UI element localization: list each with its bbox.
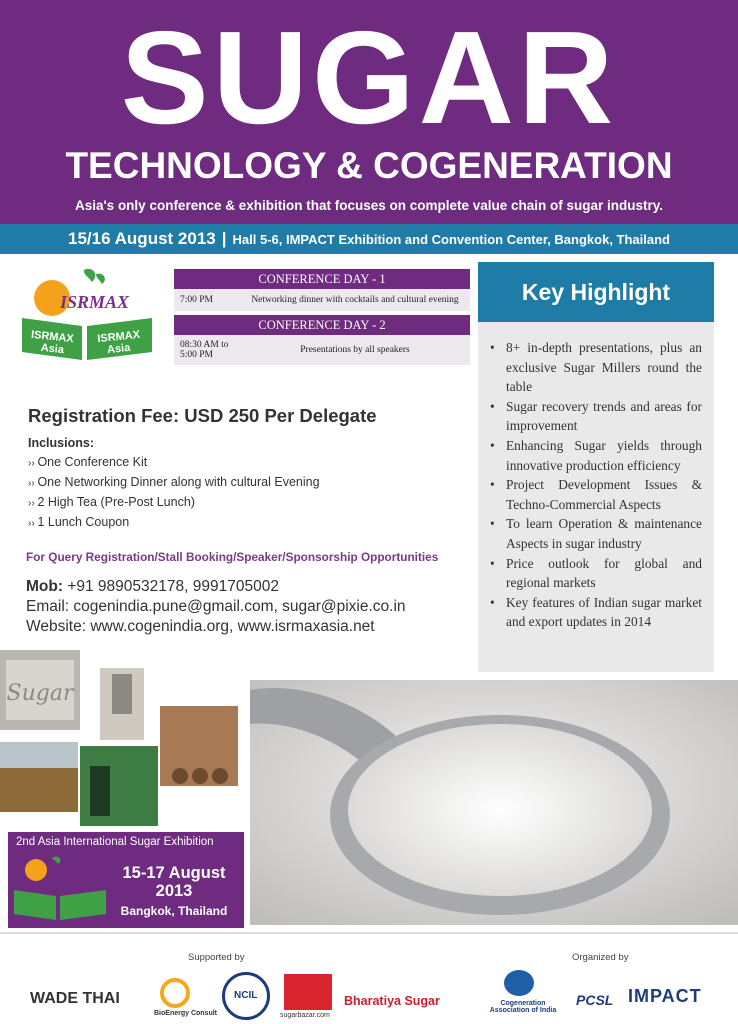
- email-line[interactable]: Email: cogenindia.pune@gmail.com, sugar@pixie.co.in: [26, 598, 406, 615]
- registration-fee: Registration Fee: USD 250 Per Delegate: [28, 405, 377, 426]
- sponsor-bharatiya-logo: Bharatiya Sugar: [344, 994, 440, 1008]
- badge-right-text-2: Asia: [106, 341, 131, 357]
- mobile-line: [26, 577, 406, 597]
- leaf-icon: [96, 274, 105, 284]
- sugar-spoon-photo: [250, 680, 738, 925]
- list-item: • Project Development Issues & Techno-Commercial Aspects: [488, 475, 702, 514]
- exhibition-dates: 15-17 August 2013: [122, 864, 226, 900]
- list-item: • To learn Operation & maintenance Aspects in sugar industry: [488, 514, 702, 553]
- page-subtitle: TECHNOLOGY & COGENERATION: [65, 145, 673, 186]
- sugar-heap: [348, 724, 652, 896]
- exhibition-box: [8, 832, 244, 928]
- badge-left: [14, 890, 56, 920]
- day-2-heading: CONFERENCE DAY - 2: [174, 315, 470, 335]
- badge-right-text: ISRMAX: [96, 328, 141, 346]
- sugarbazar-logo-icon: [284, 974, 332, 1010]
- supported-by-label: Supported by: [188, 952, 245, 963]
- barrel-shape-3: [212, 768, 228, 784]
- inclusions-list: [28, 453, 320, 533]
- key-highlight-list: [488, 338, 702, 632]
- machine-body: [112, 674, 132, 714]
- key-highlight-title: Key Highlight: [478, 262, 714, 322]
- list-item: • Sugar recovery trends and areas for improvement: [488, 397, 702, 436]
- page-title: SUGAR: [120, 4, 618, 151]
- isrmax-small-logo: [14, 854, 106, 926]
- list-item: ›› 2 High Tea (Pre-Post Lunch): [28, 493, 320, 513]
- list-item: • Enhancing Sugar yields through innovative production efficiency: [488, 436, 702, 475]
- machine-silhouette: [90, 766, 110, 816]
- list-item: • Price outlook for global and regional markets: [488, 554, 702, 593]
- badge-left-text: ISRMAX: [30, 328, 75, 346]
- day-1-row: [174, 289, 470, 311]
- website-line[interactable]: Website: www.cogenindia.org, www.isrmaxasia.net: [26, 618, 375, 635]
- day-1-event: Networking dinner with cocktails and cultural evening: [251, 295, 459, 305]
- bioenergy-logo-icon: [160, 978, 190, 1008]
- list-item: • Key features of Indian sugar market and export updates in 2014: [488, 593, 702, 632]
- isrmax-logo: [22, 268, 152, 376]
- list-item: ›› One Conference Kit: [28, 453, 320, 473]
- leaf-icon: [84, 269, 95, 282]
- sponsor-bioenergy-logo: BioEnergy Consult: [154, 1010, 218, 1017]
- list-item: ›› One Networking Dinner along with cultural Evening: [28, 473, 320, 493]
- badge-right: [60, 890, 106, 920]
- list-item: • 8+ in-depth presentations, plus an exclusive Sugar Millers round the table: [488, 338, 702, 397]
- exhibition-place: Bangkok, Thailand: [120, 904, 228, 918]
- sponsor-wadethai-logo: WADE THAI: [30, 990, 120, 1007]
- sponsor-ncil-logo: NCIL: [234, 990, 258, 1001]
- leaf-icon: [52, 857, 60, 864]
- footer-divider: [0, 932, 738, 934]
- contact-block: [26, 577, 406, 637]
- inclusions-title: Inclusions:: [28, 436, 94, 450]
- exhibition-label: 2nd Asia International Sugar Exhibition: [16, 836, 214, 848]
- sugar-photo-word: Sugar: [6, 681, 74, 706]
- barrel-shape: [172, 768, 188, 784]
- photo-collage: [0, 650, 250, 830]
- day-1-heading: CONFERENCE DAY - 1: [174, 269, 470, 289]
- organizer-pcsl-logo: PCSL: [576, 992, 614, 1008]
- event-date: 15/16 August 2013: [68, 229, 216, 248]
- logo-brand: ISRMAX: [60, 292, 130, 312]
- query-heading: For Query Registration/Stall Booking/Speaker/Sponsorship Opportunities: [26, 550, 439, 564]
- sponsor-sugarbazar-logo: sugarbazar.com: [280, 1012, 330, 1019]
- sun-icon: [25, 859, 47, 881]
- day-2-time: 08:30 AM to 5:00 PM: [180, 340, 229, 360]
- conference-agenda: [174, 269, 470, 369]
- day-1-time: 7:00 PM: [180, 295, 213, 305]
- barrel-shape-2: [192, 768, 208, 784]
- day-2-event: Presentations by all speakers: [300, 345, 410, 355]
- badge-left-text-2: Asia: [40, 341, 65, 357]
- day-2-row: [174, 335, 470, 365]
- organizer-impact-logo: IMPACT: [628, 986, 702, 1006]
- header-banner: [0, 0, 738, 224]
- mobile-label: Mob:: [26, 578, 64, 595]
- date-separator: |: [221, 229, 227, 248]
- harvest-sky: [0, 742, 78, 768]
- cai-logo-icon: [504, 970, 534, 996]
- list-item: ›› 1 Lunch Coupon: [28, 513, 320, 533]
- organized-by-label: Organized by: [572, 952, 629, 963]
- event-venue: Hall 5-6, IMPACT Exhibition and Convention Center, Bangkok, Thailand: [232, 231, 670, 247]
- date-band: [0, 224, 738, 254]
- organizer-cai-logo: Cogeneration Association of India: [489, 1000, 557, 1014]
- mobile-numbers: +91 9890532178, 9991705002: [67, 578, 279, 595]
- tagline: Asia's only conference & exhibition that focuses on complete value chain of sugar industry.: [74, 198, 664, 213]
